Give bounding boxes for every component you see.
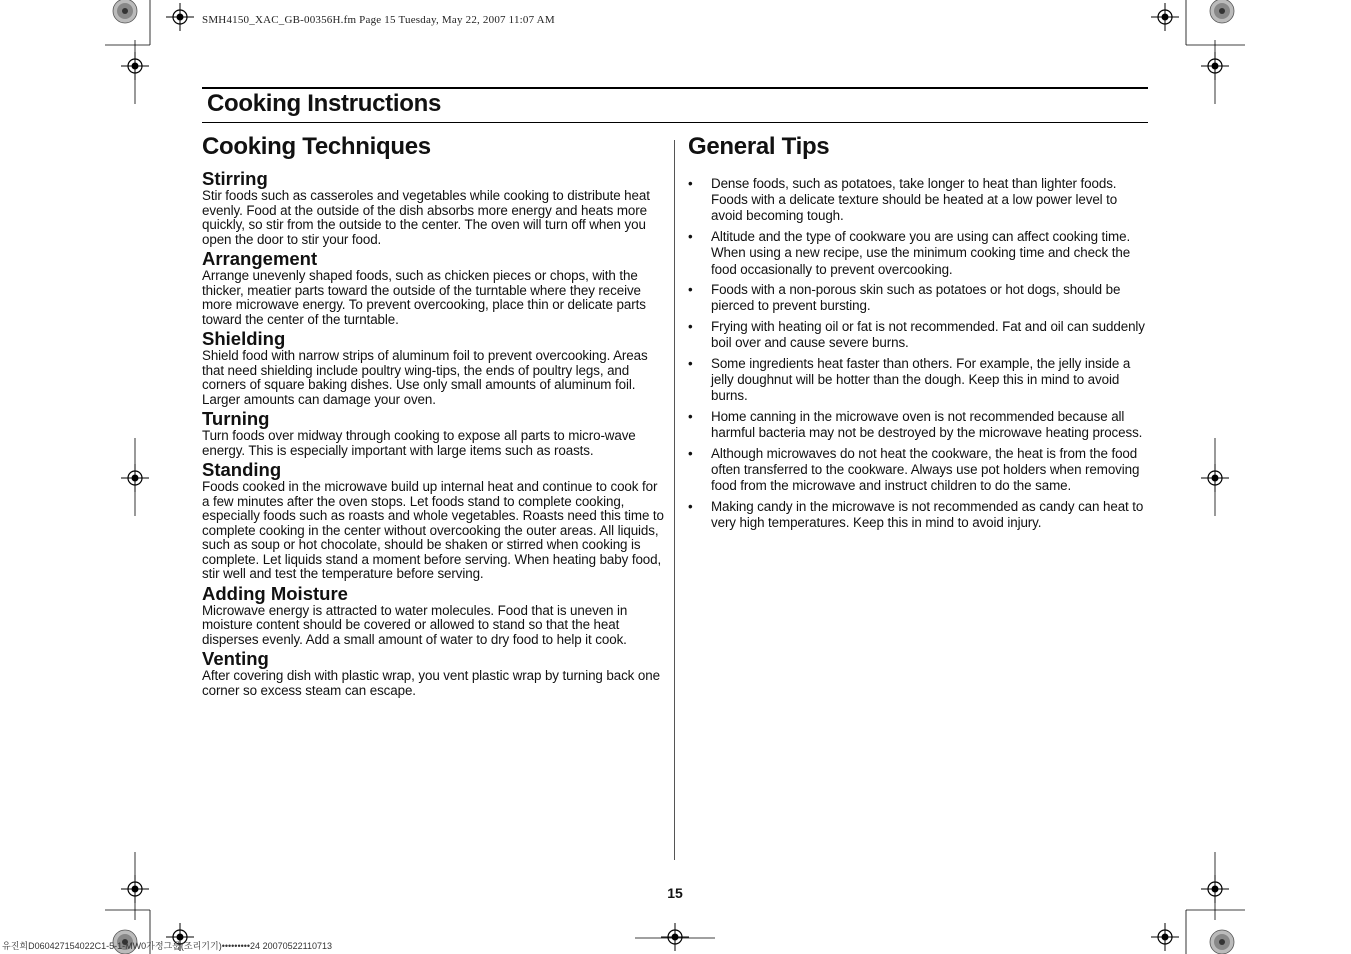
section-title: Arrangement — [202, 248, 318, 269]
section-turning — [202, 409, 664, 458]
bullet: • — [688, 176, 693, 191]
section-body: Foods cooked in the microwave build up internal heat and continue to cook for a few minutes after the oven stops. Let foods stand to complete cooking, especially foods such as roasts and whole vegetables. Roasts need this time to complete cooking in the center without overcooking the outer areas. All liquids, such as soup or hot chocolate, should be shaken or stirred when cooking is complete. Let liquids stand a moment before serving. When heating baby food, stir well and test the temperature before serving. — [202, 479, 664, 581]
page-title: Cooking Instructions — [207, 90, 442, 117]
tip-text: Frying with heating oil or fat is not recommended. Fat and oil can suddenly boil over and cause severe burns. — [711, 319, 1145, 351]
list-item — [688, 409, 1150, 441]
cooking-techniques-heading: Cooking Techniques — [202, 133, 431, 160]
section-shielding — [202, 329, 664, 407]
list-item — [688, 319, 1150, 351]
section-adding-moisture — [202, 584, 664, 648]
title-top-rule — [202, 87, 1148, 89]
bullet: • — [688, 319, 693, 335]
bullet: • — [688, 446, 693, 462]
tips-list — [688, 176, 1150, 532]
bullet: • — [688, 409, 693, 425]
tip-text: Foods with a non-porous skin such as potatoes or hot dogs, should be pierced to prevent bursting. — [711, 282, 1121, 314]
list-item — [688, 446, 1150, 495]
section-arrangement — [202, 249, 664, 327]
cooking-techniques-column — [202, 132, 664, 700]
tip-text: Although microwaves do not heat the cookware, the heat is from the food often transferred to the cookware. Always use pot holders when removing food from the microwave and instruct children to do the same. — [711, 446, 1140, 494]
list-item — [688, 229, 1150, 278]
tip-text: Dense foods, such as potatoes, take longer to heat than lighter foods. Foods with a delicate texture should be heated at a low power level to avoid becoming tough. — [711, 176, 1118, 224]
column-divider — [674, 140, 675, 860]
section-body: After covering dish with plastic wrap, you vent plastic wrap by turning back one corner so excess steam can escape. — [202, 668, 660, 698]
list-item — [688, 499, 1150, 531]
page-number: 15 — [667, 885, 683, 901]
bullet: • — [688, 229, 693, 245]
section-body: Arrange unevenly shaped foods, such as chicken pieces or chops, with the thicker, meatier parts toward the outside of the turntable where they receive more microwave energy. To prevent overcooking, place thin or delicate parts toward the center of the turntable. — [202, 268, 646, 327]
general-tips-heading: General Tips — [688, 133, 830, 160]
tip-text: Making candy in the microwave is not recommended as candy can heat to very high temperatures. Keep this in mind to avoid injury. — [711, 499, 1144, 531]
list-item — [688, 282, 1150, 314]
tip-text: Some ingredients heat faster than others. For example, the jelly inside a jelly doughnut will be hotter than the dough. Keep this in mind to avoid burns. — [711, 356, 1131, 404]
section-body: Microwave energy is attracted to water molecules. Food that is uneven in moisture content should be covered or allowed to stand so that the heat disperses evenly. Add a small amount of water to dry food to help it cook. — [202, 602, 628, 647]
file-header: SMH4150_XAC_GB-00356H.fm Page 15 Tuesday, May 22, 2007 11:07 AM — [202, 14, 555, 26]
list-item — [688, 356, 1150, 405]
section-title: Turning — [202, 408, 270, 429]
section-title: Shielding — [202, 328, 286, 349]
footer-code: 유진희D060427154022C1-5-1-MW0가정그룹(조리기기)•••••••••24 20070522110713 — [2, 941, 332, 951]
bullet: • — [688, 282, 693, 298]
section-body: Stir foods such as casseroles and vegetables while cooking to distribute heat evenly. Food at the outside of the dish absorbs more energy and heats more quickly, so stir from the outside to the center. The oven will turn off when you open the door to stir your food. — [202, 188, 650, 247]
general-tips-column — [688, 132, 1150, 536]
section-body: Turn foods over midway through cooking to expose all parts to micro-wave energy. This is especially important with large items such as roasts. — [202, 428, 636, 458]
section-title: Standing — [202, 459, 282, 480]
section-stirring — [202, 169, 664, 247]
section-title: Venting — [202, 648, 269, 669]
section-title: Stirring — [202, 168, 268, 189]
section-body: Shield food with narrow strips of aluminum foil to prevent overcooking. Areas that need shielding include poultry wing-tips, the ends of poultry legs, and corners of square baking dishes. Use only small amounts of aluminum foil. Larger amounts can damage your oven. — [202, 348, 648, 407]
tip-text: Home canning in the microwave oven is not recommended because all harmful bacteria may not be destroyed by the microwave heating process. — [711, 409, 1143, 441]
title-bottom-rule — [202, 122, 1148, 123]
section-title: Adding Moisture — [202, 582, 348, 604]
list-item — [688, 176, 1150, 225]
section-standing — [202, 460, 664, 582]
bullet: • — [688, 356, 693, 372]
bullet: • — [688, 499, 693, 515]
section-venting — [202, 649, 664, 698]
tip-text: Altitude and the type of cookware you are using can affect cooking time. When using a new recipe, use the minimum cooking time and check the food occasionally to prevent overcooking. — [711, 229, 1131, 277]
